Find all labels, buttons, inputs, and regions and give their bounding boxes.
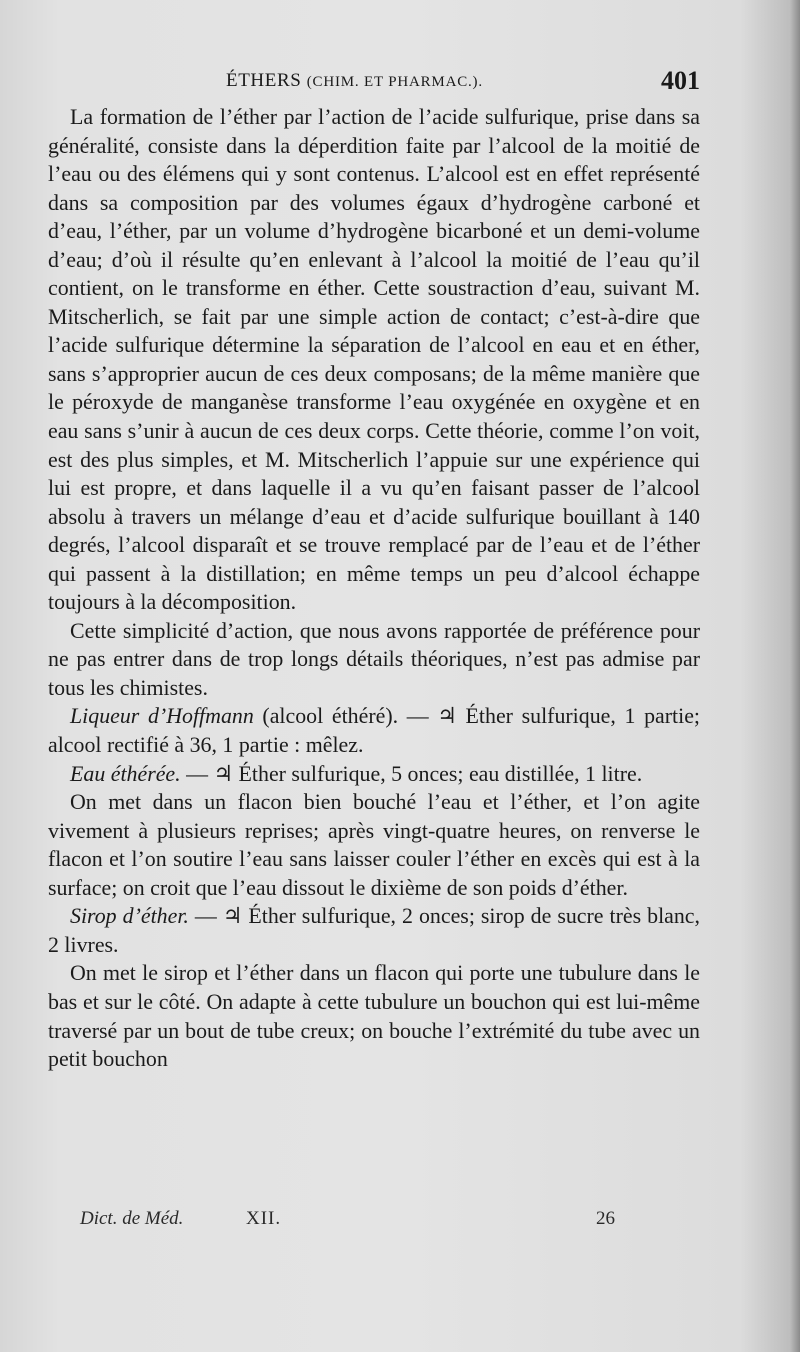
- recipe-title: Sirop d’éther.: [70, 903, 189, 929]
- sheet-number: 26: [596, 1208, 615, 1229]
- running-head-main: ÉTHERS: [226, 70, 302, 91]
- paragraph-sirop-method: On met le sirop et l’éther dans un flacon qui porte une tubulure dans le bas et sur le côté. On adapte à cette tubulure un bouchon qui est lui-même traversé par un bout de tube creux; on bouche l’extrémité du tube avec un petit bouchon: [48, 960, 700, 1072]
- recipe-sirop-ether: [48, 902, 700, 959]
- page-footer: [80, 1208, 640, 1236]
- paragraph-ether-formation: La formation de l’éther par l’action de l’acide sulfurique, prise dans sa généralité, consiste dans la déperdition faite par l’alcool de la moitié de l’eau ou des élémens qui y sont contenus. L’alcool est en effet représenté dans sa composition par des volumes égaux d’hydrogène carboné et d’eau, l’éther, par un volume d’hydrogène bicarboné et un demi-volume d’eau; d’où il résulte qu’en enlevant à l’alcool la moitié de l’eau qu’il contient, on le transforme en éther. Cette soustraction d’eau, suivant M. Mitscherlich, se fait par une simple action de contact; c’est-à-dire que l’acide sulfurique détermine la séparation de l’alcool en eau et en éther, sans s’approprier aucun de ces deux composans; de la même manière que le péroxyde de manganèse transforme l’eau oxygénée en oxygène et en eau sans s’unir à aucun de ces deux corps. Cette théorie, comme l’on voit, est des plus simples, et M. Mitscherlich l’appuie sur une expérience qui lui est propre, et dans laquelle il a vu qu’en faisant passer de l’alcool absolu à travers un mélange d’eau et d’acide sulfurique bouillant à 140 degrés, l’alcool disparaît et se trouve remplacé par de l’eau et de l’éther qui passent à la distillation; en même temps un peu d’alcool échappe toujours à la décomposition.: [48, 104, 700, 615]
- volume-number: XII.: [246, 1208, 282, 1229]
- running-head: [226, 70, 483, 92]
- recipe-text: — ♃ Éther sulfurique, 5 onces; eau distillée, 1 litre.: [180, 760, 643, 786]
- page-header: [48, 66, 700, 102]
- paragraph-simplicity: Cette simplicité d’action, que nous avons rapportée de préférence pour ne pas entrer dans de trop longs détails théoriques, n’est pas admise par tous les chimistes.: [48, 617, 700, 700]
- recipe-title: Liqueur d’Hoffmann: [70, 703, 254, 729]
- recipe-title: Eau éthérée.: [70, 760, 181, 786]
- running-head-paren: (CHIM. ET PHARMAC.).: [306, 74, 483, 90]
- page-number: 401: [661, 66, 700, 95]
- signature-mark: Dict. de Méd.: [80, 1208, 184, 1229]
- recipe-text: — ♃ Éther sulfurique, 2 onces; sirop de sucre très blanc, 2 livres.: [48, 903, 700, 957]
- recipe-text: (alcool éthéré). — ♃ Éther sulfurique, 1 partie; alcool rectifié à 36, 1 partie : mêlez.: [48, 703, 700, 758]
- paragraph-flacon-method: On met dans un flacon bien bouché l’eau et l’éther, et l’on agite vivement à plusieurs reprises; après vingt-quatre heures, on renverse le flacon et l’on soutire l’eau sans laisser couler l’éther en excès qui est à la surface; on croit que l’eau dissout le dixième de son poids d’éther.: [48, 789, 700, 900]
- recipe-liqueur-hoffmann: [48, 702, 700, 759]
- recipe-eau-etheree: [48, 760, 700, 789]
- body-text: [48, 103, 700, 1074]
